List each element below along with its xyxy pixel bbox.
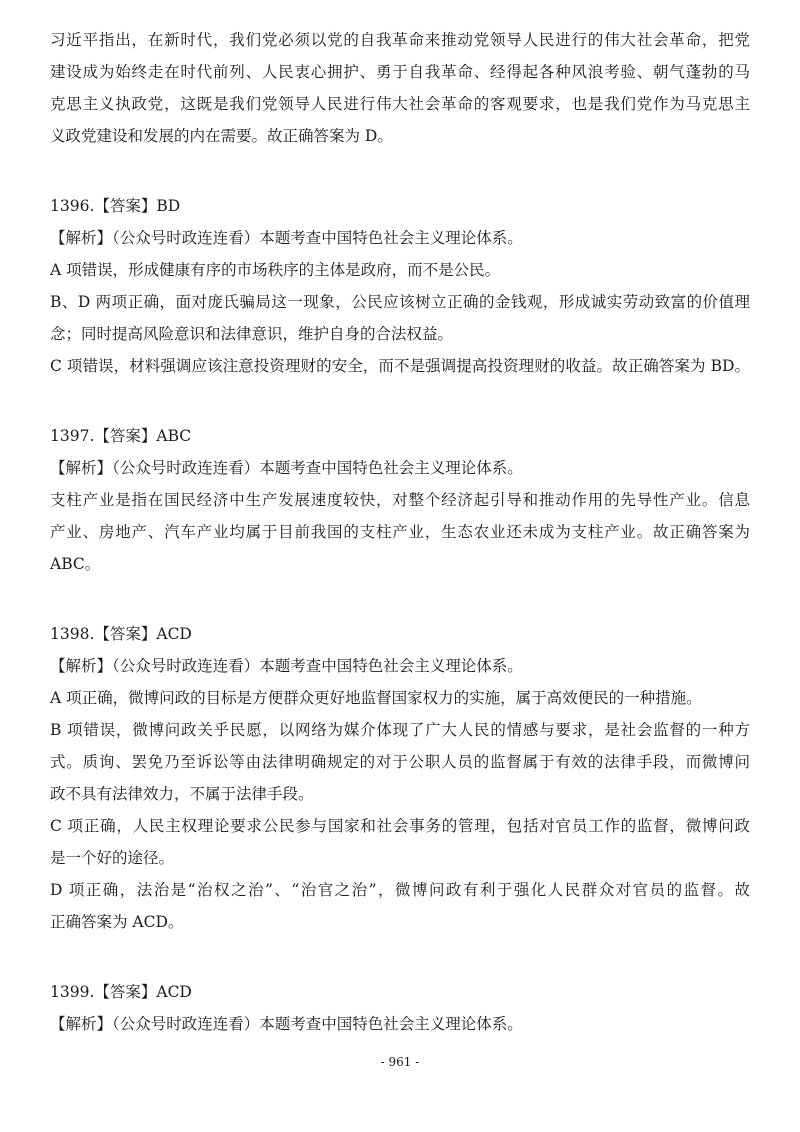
analysis-line: C 项正确，人民主权理论要求公民参与国家和社会事务的管理，包括对官员工作的监督，微博问政 [50, 817, 750, 835]
intro-line: 习近平指出，在新时代，我们党必须以党的自我革命来推动党领导人民进行的伟大社会革命，把党 [50, 31, 750, 49]
analysis-heading-1396: 【解析】（公众号时政连连看）本题考查中国特色社会主义理论体系。 [50, 229, 523, 247]
analysis-line: 正确答案为 ACD。 [50, 913, 184, 931]
analysis-line: ABC。 [50, 555, 101, 573]
analysis-line: B 项错误，微博问政关乎民愿，以网络为媒介体现了广大人民的情感与要求，是社会监督的一种方 [50, 721, 750, 739]
answer-heading-1396: 1396.【答案】BD [50, 197, 181, 215]
analysis-line: 是一个好的途径。 [50, 849, 175, 867]
analysis-line: 支柱产业是指在国民经济中生产发展速度较快，对整个经济起引导和推动作用的先导性产业。信息 [50, 491, 750, 509]
analysis-heading-1399: 【解析】（公众号时政连连看）本题考查中国特色社会主义理论体系。 [50, 1015, 523, 1033]
answer-heading-1398: 1398.【答案】ACD [50, 625, 192, 643]
analysis-line: C 项错误，材料强调应该注意投资理财的安全，而不是强调提高投资理财的收益。故正确答案为 BD。 [50, 357, 750, 375]
analysis-line: 产业、房地产、汽车产业均属于目前我国的支柱产业，生态农业还未成为支柱产业。故正确答案为 [50, 523, 750, 541]
answer-heading-1397: 1397.【答案】ABC [50, 427, 192, 445]
intro-line: 建设成为始终走在时代前列、人民衷心拥护、勇于自我革命、经得起各种风浪考验、朝气蓬勃的马 [50, 63, 750, 81]
analysis-line: 政不具有法律效力，不属于法律手段。 [50, 785, 314, 803]
page-number: - 961 - [380, 1055, 420, 1069]
analysis-line: A 项正确，微博问政的目标是方便群众更好地监督国家权力的实施，属于高效便民的一种措施。 [50, 689, 702, 707]
analysis-line: 式。质询、罢免乃至诉讼等由法律明确规定的对于公职人员的监督属于有效的法律手段，而微博问 [50, 753, 750, 771]
intro-line: 克思主义执政党，这既是我们党领导人民进行伟大社会革命的客观要求，也是我们党作为马克思主 [50, 95, 750, 113]
analysis-line: A 项错误，形成健康有序的市场秩序的主体是政府，而不是公民。 [50, 261, 501, 279]
analysis-line: B、D 两项正确，面对庞氏骗局这一现象，公民应该树立正确的金钱观，形成诚实劳动致富的价值理 [50, 293, 750, 311]
answer-heading-1399: 1399.【答案】ACD [50, 983, 192, 1001]
analysis-heading-1398: 【解析】（公众号时政连连看）本题考查中国特色社会主义理论体系。 [50, 657, 523, 675]
intro-line: 义政党建设和发展的内在需要。故正确答案为 D。 [50, 127, 393, 145]
analysis-heading-1397: 【解析】（公众号时政连连看）本题考查中国特色社会主义理论体系。 [50, 459, 523, 477]
analysis-line: D 项正确，法治是“治权之治”、“治官之治”，微博问政有利于强化人民群众对官员的监督。故 [50, 881, 750, 899]
analysis-line: 念；同时提高风险意识和法律意识，维护自身的合法权益。 [50, 325, 454, 343]
